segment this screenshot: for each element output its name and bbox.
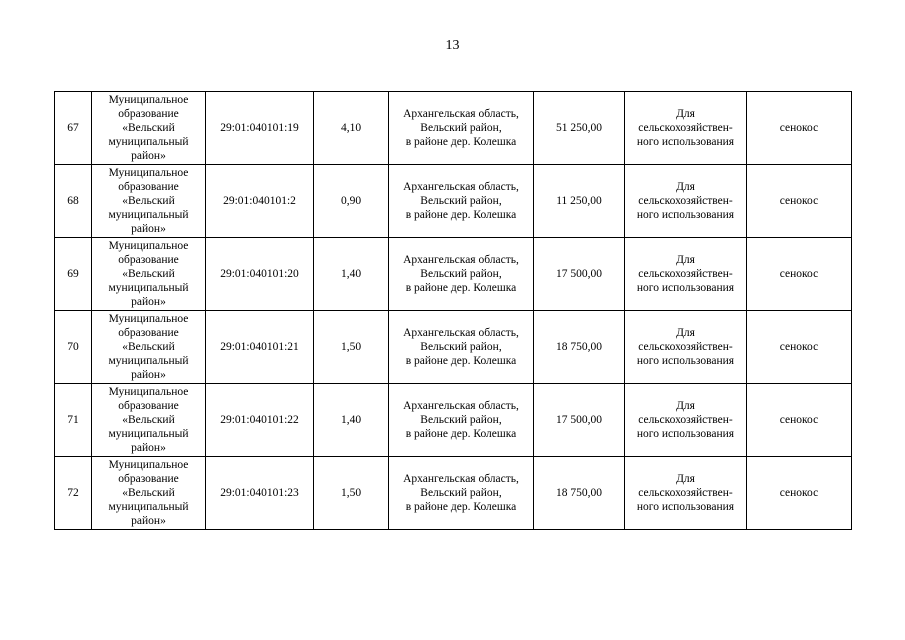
table-row: [55, 165, 852, 238]
table-row: [55, 92, 852, 165]
permitted-use-cell: сенокос: [747, 384, 852, 457]
land-category-cell: Для сельскохозяйствен- ного использования: [625, 457, 747, 530]
cadastral-number-cell: 29:01:040101:19: [206, 92, 314, 165]
area-cell: 0,90: [314, 165, 389, 238]
area-cell: 1,40: [314, 238, 389, 311]
owner-cell: Муниципальное образование «Вельский муниципальный район»: [92, 311, 206, 384]
land-category-cell: Для сельскохозяйствен- ного использования: [625, 165, 747, 238]
cadastral-number-cell: 29:01:040101:20: [206, 238, 314, 311]
land-category-cell: Для сельскохозяйствен- ного использования: [625, 238, 747, 311]
owner-cell: Муниципальное образование «Вельский муниципальный район»: [92, 457, 206, 530]
row-number-cell: 67: [55, 92, 92, 165]
table-row: [55, 384, 852, 457]
row-number-cell: 71: [55, 384, 92, 457]
price-cell: 18 750,00: [534, 311, 625, 384]
cadastral-number-cell: 29:01:040101:23: [206, 457, 314, 530]
owner-cell: Муниципальное образование «Вельский муниципальный район»: [92, 92, 206, 165]
location-cell: Архангельская область, Вельский район, в районе дер. Колешка: [389, 92, 534, 165]
table-row: [55, 238, 852, 311]
row-number-cell: 68: [55, 165, 92, 238]
permitted-use-cell: сенокос: [747, 457, 852, 530]
cadastral-number-cell: 29:01:040101:21: [206, 311, 314, 384]
price-cell: 11 250,00: [534, 165, 625, 238]
land-category-cell: Для сельскохозяйствен- ного использования: [625, 384, 747, 457]
land-category-cell: Для сельскохозяйствен- ного использования: [625, 92, 747, 165]
row-number-cell: 69: [55, 238, 92, 311]
price-cell: 17 500,00: [534, 238, 625, 311]
location-cell: Архангельская область, Вельский район, в районе дер. Колешка: [389, 384, 534, 457]
owner-cell: Муниципальное образование «Вельский муниципальный район»: [92, 384, 206, 457]
permitted-use-cell: сенокос: [747, 238, 852, 311]
cadastral-number-cell: 29:01:040101:22: [206, 384, 314, 457]
page-number: 13: [445, 38, 460, 53]
row-number-cell: 72: [55, 457, 92, 530]
permitted-use-cell: сенокос: [747, 311, 852, 384]
table-row: [55, 457, 852, 530]
location-cell: Архангельская область, Вельский район, в районе дер. Колешка: [389, 238, 534, 311]
cadastral-number-cell: 29:01:040101:2: [206, 165, 314, 238]
location-cell: Архангельская область, Вельский район, в районе дер. Колешка: [389, 311, 534, 384]
table-row: [55, 311, 852, 384]
owner-cell: Муниципальное образование «Вельский муниципальный район»: [92, 238, 206, 311]
permitted-use-cell: сенокос: [747, 165, 852, 238]
row-number-cell: 70: [55, 311, 92, 384]
area-cell: 4,10: [314, 92, 389, 165]
land-plots-table: [54, 91, 852, 530]
price-cell: 17 500,00: [534, 384, 625, 457]
price-cell: 51 250,00: [534, 92, 625, 165]
price-cell: 18 750,00: [534, 457, 625, 530]
land-category-cell: Для сельскохозяйствен- ного использования: [625, 311, 747, 384]
location-cell: Архангельская область, Вельский район, в районе дер. Колешка: [389, 165, 534, 238]
area-cell: 1,50: [314, 311, 389, 384]
owner-cell: Муниципальное образование «Вельский муниципальный район»: [92, 165, 206, 238]
area-cell: 1,50: [314, 457, 389, 530]
permitted-use-cell: сенокос: [747, 92, 852, 165]
location-cell: Архангельская область, Вельский район, в районе дер. Колешка: [389, 457, 534, 530]
area-cell: 1,40: [314, 384, 389, 457]
